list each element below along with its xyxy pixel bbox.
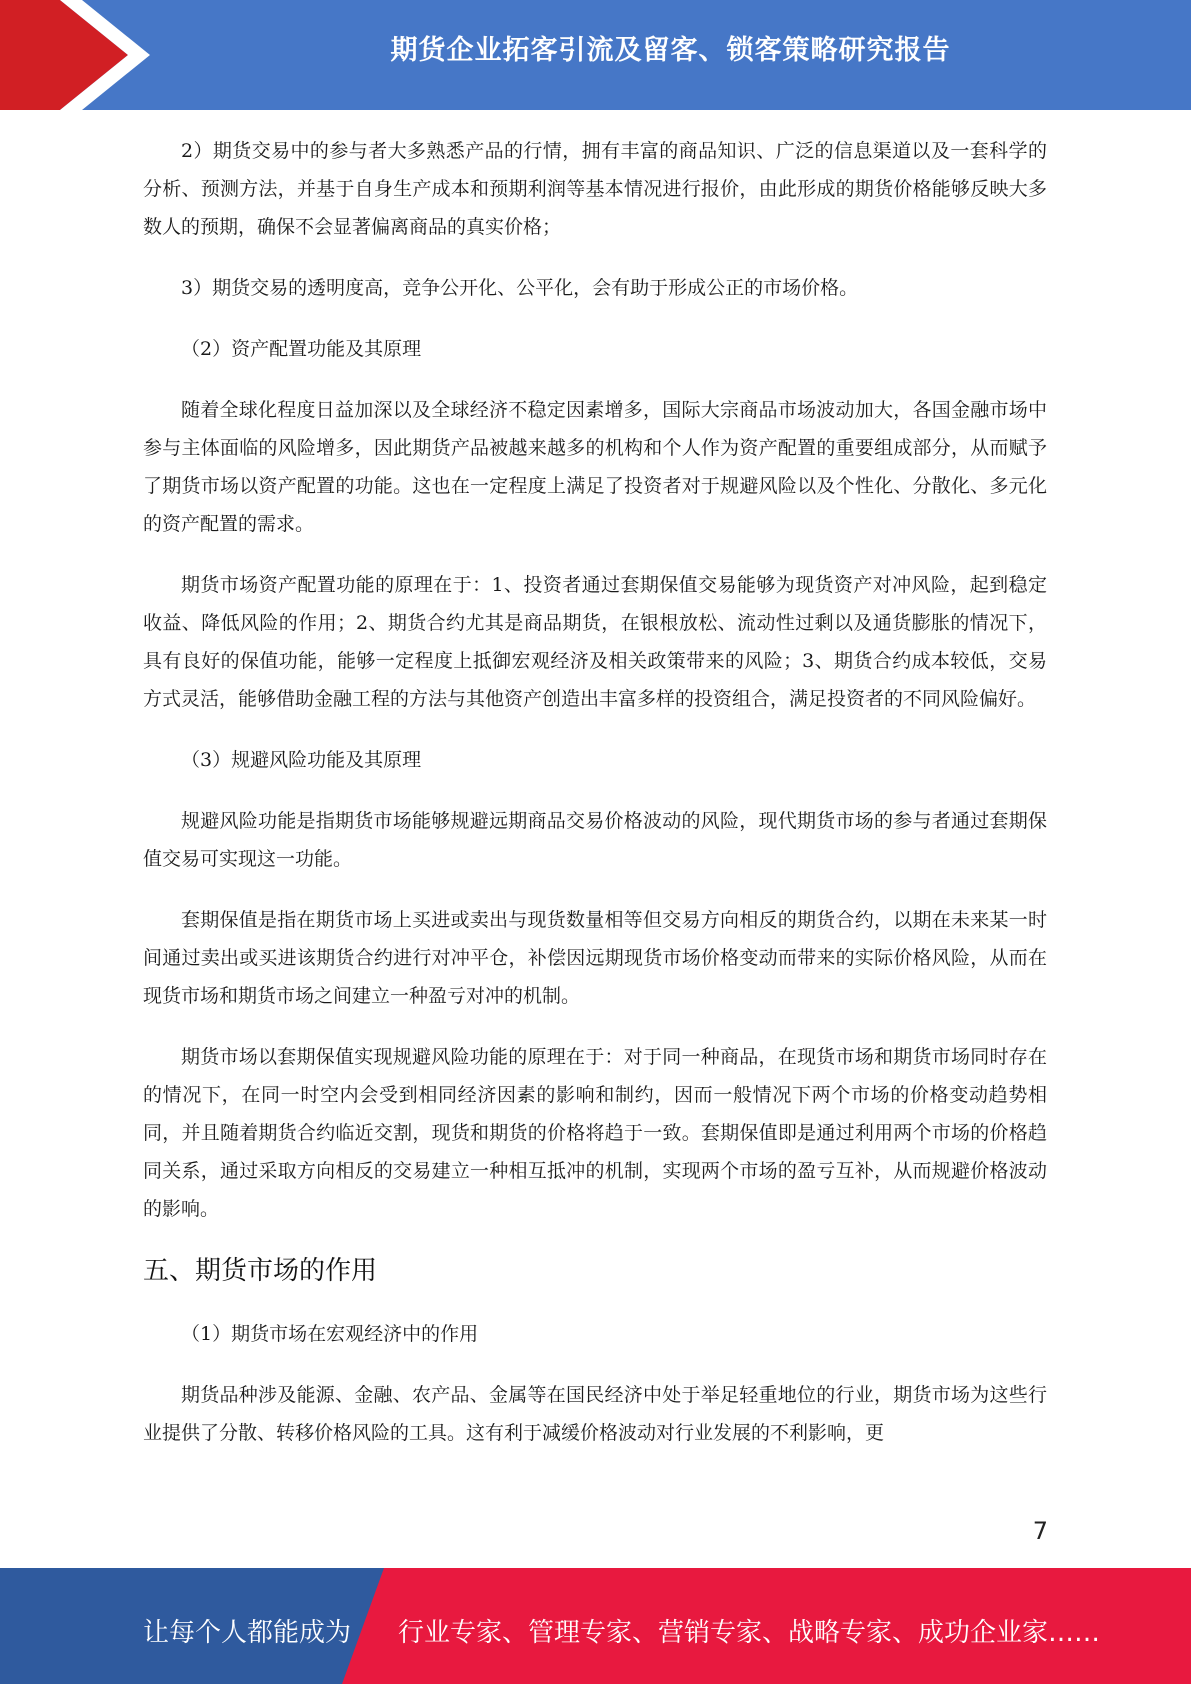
paragraph: 随着全球化程度日益加深以及全球经济不稳定因素增多，国际大宗商品市场波动加大，各国金融市场中参与主体面临的风险增多，因此期货产品被越来越多的机构和个人作为资产配置的重要组成部分，从而赋予了期货市场以资产配置的功能。这也在一定程度上满足了投资者对于规避风险以及个性化、分散化、多元化的资产配置的需求。	[143, 399, 1047, 535]
document-body	[143, 132, 1047, 1475]
footer-slogan-right: 行业专家、管理专家、营销专家、战略专家、成功企业家……	[398, 1618, 1101, 1648]
subheading: （3）规避风险功能及其原理	[181, 749, 422, 771]
footer-slogan-left: 让每个人都能成为	[143, 1618, 352, 1648]
subheading: （1）期货市场在宏观经济中的作用	[181, 1323, 479, 1345]
paragraph: 2）期货交易中的参与者大多熟悉产品的行情，拥有丰富的商品知识、广泛的信息渠道以及一套科学的分析、预测方法，并基于自身生产成本和预期利润等基本情况进行报价，由此形成的期货价格能够反映大多数人的预期，确保不会显著偏离商品的真实价格；	[143, 140, 1047, 238]
subheading: （2）资产配置功能及其原理	[181, 338, 422, 360]
page-number: 7	[1032, 1517, 1048, 1545]
section-heading: 五、期货市场的作用	[143, 1256, 378, 1286]
paragraph: 套期保值是指在期货市场上买进或卖出与现货数量相等但交易方向相反的期货合约，以期在未来某一时间通过卖出或买进该期货合约进行对冲平仓，补偿因远期现货市场价格变动而带来的实际价格风险，从而在现货市场和期货市场之间建立一种盈亏对冲的机制。	[143, 909, 1047, 1007]
paragraph: 期货品种涉及能源、金融、农产品、金属等在国民经济中处于举足轻重地位的行业，期货市场为这些行业提供了分散、转移价格风险的工具。这有利于减缓价格波动对行业发展的不利影响，更	[143, 1384, 1047, 1444]
paragraph: 期货市场资产配置功能的原理在于：1、投资者通过套期保值交易能够为现货资产对冲风险，起到稳定收益、降低风险的作用；2、期货合约尤其是商品期货，在银根放松、流动性过剩以及通货膨胀的情况下，具有良好的保值功能，能够一定程度上抵御宏观经济及相关政策带来的风险；3、期货合约成本较低，交易方式灵活，能够借助金融工程的方法与其他资产创造出丰富多样的投资组合，满足投资者的不同风险偏好。	[143, 574, 1047, 710]
page-header	[0, 0, 1191, 110]
paragraph: 规避风险功能是指期货市场能够规避远期商品交易价格波动的风险，现代期货市场的参与者通过套期保值交易可实现这一功能。	[143, 810, 1047, 870]
paragraph: 期货市场以套期保值实现规避风险功能的原理在于：对于同一种商品，在现货市场和期货市场同时存在的情况下，在同一时空内会受到相同经济因素的影响和制约，因而一般情况下两个市场的价格变动趋势相同，并且随着期货合约临近交割，现货和期货的价格将趋于一致。套期保值即是通过利用两个市场的价格趋同关系，通过采取方向相反的交易建立一种相互抵冲的机制，实现两个市场的盈亏互补，从而规避价格波动的影响。	[143, 1046, 1047, 1220]
paragraph: 3）期货交易的透明度高，竞争公开化、公平化，会有助于形成公正的市场价格。	[181, 277, 859, 299]
page-footer	[0, 1568, 1191, 1684]
header-title: 期货企业拓客引流及留客、锁客策略研究报告	[390, 35, 951, 66]
